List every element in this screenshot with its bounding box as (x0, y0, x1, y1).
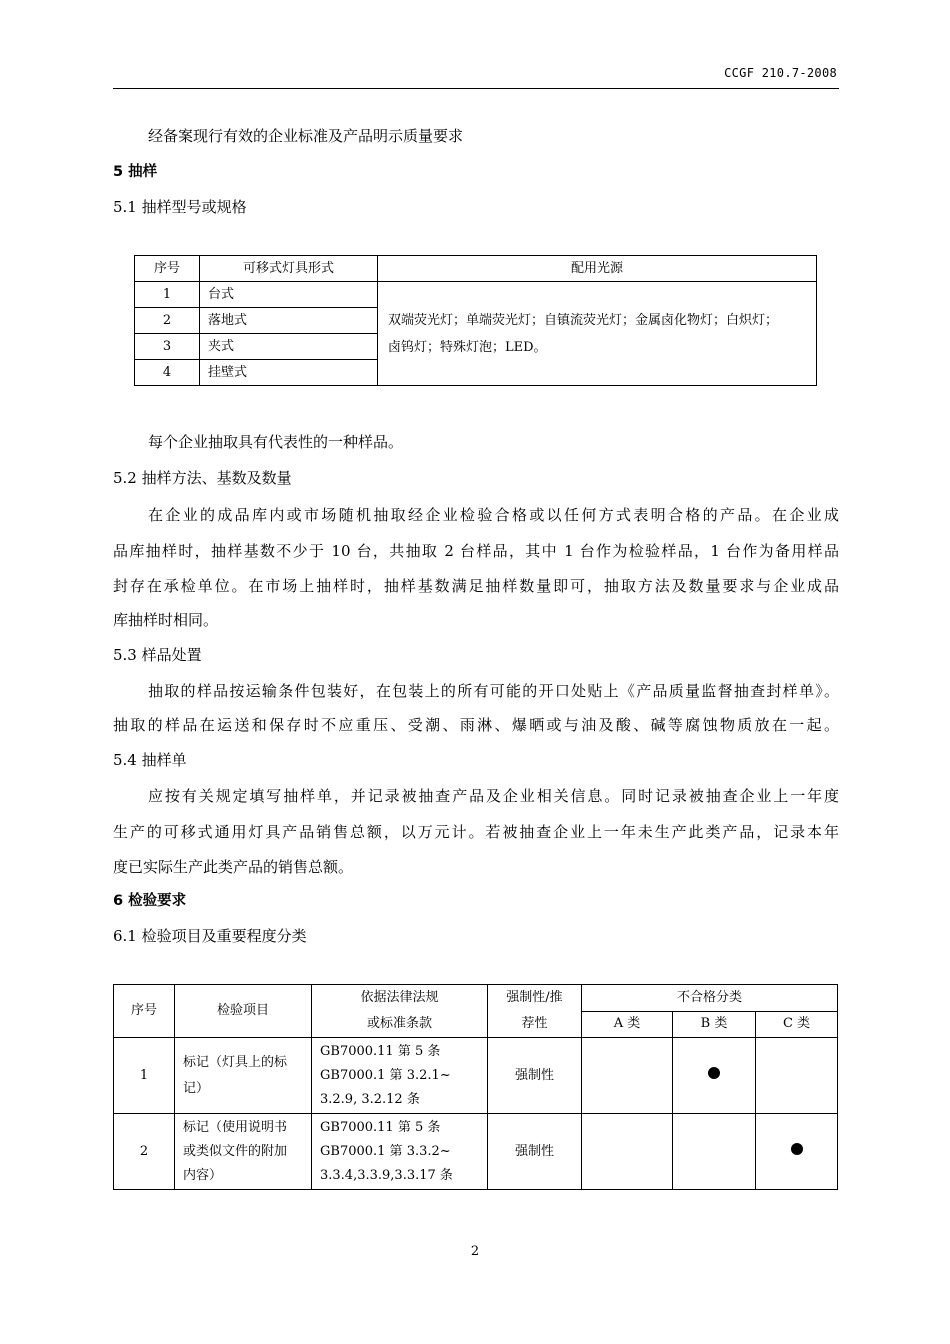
basis-clause (312, 1038, 488, 1114)
table-header-cell: 可移式灯具形式 (200, 256, 378, 282)
class-c-cell (756, 1114, 838, 1190)
basis-clause (312, 1114, 488, 1190)
document-code: CCGF 210.7-2008 (724, 66, 837, 80)
table-header-cell: 配用光源 (378, 256, 817, 282)
header-item: 检验项目 (175, 985, 312, 1038)
basis-line: 3.2.9, 3.2.12 条 (320, 1091, 420, 1107)
paragraph-line: 库抽样时相同。 (113, 611, 219, 629)
row-number: 2 (114, 1114, 175, 1190)
row-number: 3 (135, 334, 200, 360)
paragraph-line: 封存在承检单位。在市场上抽样时，抽样基数满足抽样数量即可，抽取方法及数量要求与企业成品 (113, 577, 839, 595)
paragraph-line: 抽取的样品在运送和保存时不应重压、受潮、雨淋、爆晒或与油及酸、碱等腐蚀物质放在一起。 (113, 716, 839, 734)
header-class-c: C 类 (756, 1011, 838, 1038)
paragraph-line: 抽取的样品按运输条件包装好，在包装上的所有可能的开口处贴上《产品质量监督抽查封样单》。 (148, 682, 839, 700)
header-mandatory-line: 强制性/推 (506, 990, 563, 1005)
header-class-b: B 类 (673, 1011, 756, 1038)
inspection-items-table (113, 984, 838, 1190)
mandatory-type: 强制性 (488, 1114, 582, 1190)
class-a-cell (582, 1114, 673, 1190)
header-no: 序号 (114, 985, 175, 1038)
section-5-1-note: 每个企业抽取具有代表性的一种样品。 (148, 433, 404, 451)
header-basis-line: 或标准条款 (366, 1016, 432, 1031)
section-5-3-title: 5.3 样品处置 (113, 646, 202, 664)
paragraph-line: 生产的可移式通用灯具产品销售总额，以万元计。若被抽查企业上一年未生产此类产品，记录本年 (113, 823, 839, 841)
basis-line: GB7000.11 第 5 条 (320, 1043, 441, 1059)
class-b-cell (673, 1114, 756, 1190)
item-line: 内容） (183, 1167, 223, 1183)
page-number: 2 (470, 1244, 480, 1259)
header-class-a: A 类 (582, 1011, 673, 1038)
header-basis-line: 依据法律法规 (360, 990, 439, 1005)
section-6-1-title: 6.1 检验项目及重要程度分类 (113, 927, 307, 945)
header-rule (113, 88, 839, 89)
paragraph-line: 度已实际生产此类产品的销售总额。 (113, 858, 354, 876)
lamp-form: 落地式 (200, 308, 378, 334)
table-row (114, 1114, 838, 1190)
header-mandatory-line: 荐性 (521, 1016, 548, 1031)
inspection-item (175, 1114, 312, 1190)
paragraph-line: 应按有关规定填写抽样单，并记录被抽查产品及企业相关信息。同时记录被抽查企业上一年度 (148, 787, 839, 805)
paragraph-line: 在企业的成品库内或市场随机抽取经企业检验合格或以任何方式表明合格的产品。在企业成 (148, 506, 839, 524)
row-number: 4 (135, 360, 200, 386)
class-a-cell (582, 1038, 673, 1114)
item-line: 标记（灯具上的标 (183, 1054, 288, 1070)
header-basis (312, 985, 488, 1038)
row-number: 1 (114, 1038, 175, 1114)
header-mandatory (488, 985, 582, 1038)
light-source-line: 卤钨灯；特殊灯泡；LED。 (388, 339, 547, 355)
light-source-line: 双端荧光灯；单端荧光灯；自镇流荧光灯；金属卤化物灯；白炽灯； (388, 312, 779, 328)
table-row (114, 1038, 838, 1114)
class-b-cell (673, 1038, 756, 1114)
table-header-cell: 序号 (135, 256, 200, 282)
basis-line: GB7000.11 第 5 条 (320, 1119, 441, 1135)
lamp-form: 夹式 (200, 334, 378, 360)
table-row (135, 282, 817, 308)
class-c-cell (756, 1038, 838, 1114)
section-5-title: 5 抽样 (113, 164, 158, 180)
paragraph-line: 品库抽样时，抽样基数不少于 10 台，共抽取 2 台样品，其中 1 台作为检验样品，1 台作为备用样品 (113, 542, 839, 560)
section-5-2-title: 5.2 抽样方法、基数及数量 (113, 469, 292, 487)
item-line: 标记（使用说明书 (183, 1119, 288, 1135)
class-marker-dot (708, 1067, 720, 1079)
lamp-form: 挂壁式 (200, 360, 378, 386)
basis-line: GB7000.1 第 3.2.1~ (320, 1067, 451, 1083)
basis-line: 3.3.4,3.3.9,3.3.17 条 (320, 1167, 453, 1183)
section-5-4-title: 5.4 抽样单 (113, 751, 187, 769)
lamp-form: 台式 (200, 282, 378, 308)
class-marker-dot (791, 1143, 803, 1155)
intro-line: 经备案现行有效的企业标准及产品明示质量要求 (148, 127, 464, 145)
section-5-1-title: 5.1 抽样型号或规格 (113, 198, 247, 216)
mandatory-type: 强制性 (488, 1038, 582, 1114)
sampling-spec-table (134, 255, 817, 386)
inspection-item (175, 1038, 312, 1114)
header-nonconformity-class: 不合格分类 (582, 985, 838, 1012)
section-6-title: 6 检验要求 (113, 893, 187, 909)
item-line: 记） (183, 1080, 210, 1096)
light-source-cell (378, 282, 817, 386)
row-number: 2 (135, 308, 200, 334)
item-line: 或类似文件的附加 (183, 1143, 288, 1159)
row-number: 1 (135, 282, 200, 308)
basis-line: GB7000.1 第 3.3.2~ (320, 1143, 451, 1159)
